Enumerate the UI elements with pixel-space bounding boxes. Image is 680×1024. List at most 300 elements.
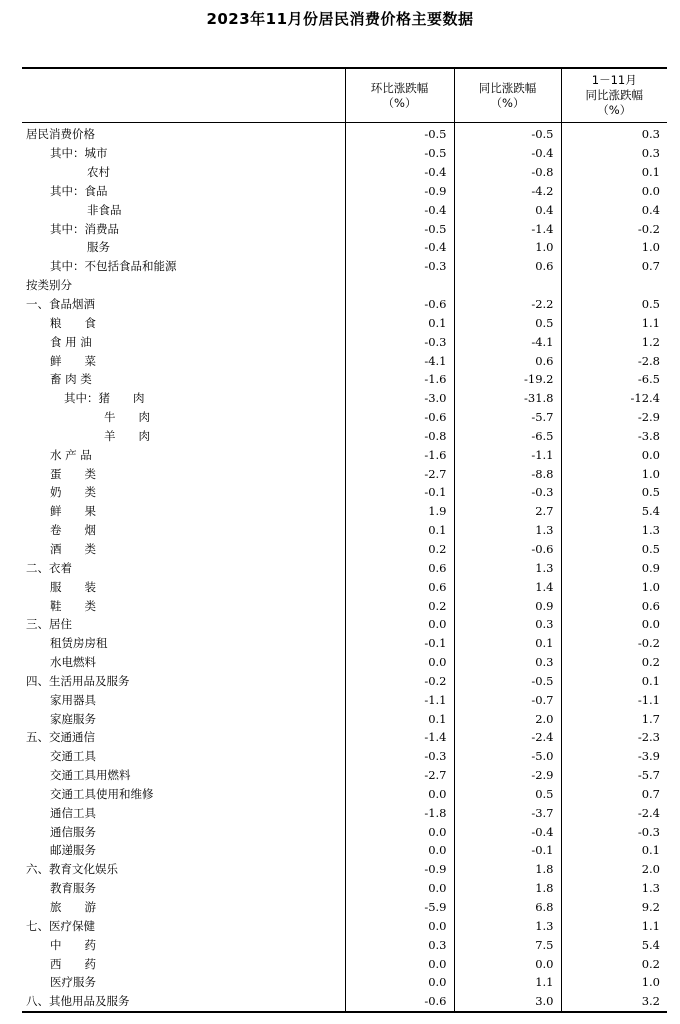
row-prefix: 其中： — [50, 183, 85, 198]
mom-value: -0.4 — [345, 238, 454, 257]
row-label-cell — [22, 540, 345, 559]
row-label-cell — [22, 351, 345, 370]
yoy-value: -0.8 — [454, 163, 561, 182]
mom-value: 0.2 — [345, 596, 454, 615]
yoy-value: -6.5 — [454, 427, 561, 446]
yoy-value: -2.4 — [454, 728, 561, 747]
table-row — [22, 182, 667, 201]
ytd-yoy-value: -1.1 — [561, 690, 667, 709]
page-title: 2023年11月份居民消费价格主要数据 — [206, 10, 474, 28]
row-label: 四、生活用品及服务 — [26, 673, 130, 688]
mom-value: -5.9 — [345, 898, 454, 917]
yoy-value: 2.7 — [454, 502, 561, 521]
row-label-cell — [22, 935, 345, 954]
row-label-cell — [22, 200, 345, 219]
ytd-yoy-value: -0.3 — [561, 822, 667, 841]
row-label-cell — [22, 521, 345, 540]
header-label: 环比涨跌幅 — [370, 80, 429, 95]
ytd-yoy-value: 0.7 — [561, 257, 667, 276]
ytd-yoy-value: 0.3 — [561, 123, 667, 144]
mom-value: -1.8 — [345, 803, 454, 822]
row-label: 羊 肉 — [104, 428, 150, 443]
header-unit: （%） — [382, 95, 417, 110]
row-label-cell — [22, 182, 345, 201]
row-label-cell — [22, 992, 345, 1012]
row-label-cell — [22, 841, 345, 860]
yoy-value: 6.8 — [454, 898, 561, 917]
header-item-column — [22, 68, 345, 123]
row-label: 西 药 — [50, 956, 96, 971]
table-row — [22, 332, 667, 351]
row-label-cell — [22, 163, 345, 182]
mom-value: -0.4 — [345, 163, 454, 182]
row-label: 鲜 果 — [50, 504, 96, 519]
table-row — [22, 370, 667, 389]
row-label-cell — [22, 483, 345, 502]
table-row — [22, 257, 667, 276]
mom-value: -4.1 — [345, 351, 454, 370]
mom-value: -1.4 — [345, 728, 454, 747]
row-label: 教育服务 — [50, 881, 96, 896]
header-mom-change — [345, 68, 454, 123]
row-label-cell — [22, 954, 345, 973]
header-ytd-yoy-change — [561, 68, 667, 123]
header-yoy-change — [454, 68, 561, 123]
yoy-value: -0.3 — [454, 483, 561, 502]
row-label: 城市 — [84, 146, 108, 161]
table-row — [22, 408, 667, 427]
row-label-cell — [22, 822, 345, 841]
table-row — [22, 313, 667, 332]
row-label-cell — [22, 445, 345, 464]
mom-value: -0.1 — [345, 634, 454, 653]
mom-value: -0.3 — [345, 747, 454, 766]
yoy-value: -1.4 — [454, 219, 561, 238]
header-label: 同比涨跌幅 — [585, 88, 643, 102]
yoy-value: -0.7 — [454, 690, 561, 709]
table-row — [22, 709, 667, 728]
row-label-cell — [22, 879, 345, 898]
table-row — [22, 671, 667, 690]
row-label-cell — [22, 596, 345, 615]
ytd-yoy-value: 1.0 — [561, 464, 667, 483]
table-row — [22, 445, 667, 464]
row-label-cell — [22, 577, 345, 596]
table-row — [22, 427, 667, 446]
row-label: 服务 — [87, 240, 110, 255]
mom-value: -2.7 — [345, 464, 454, 483]
ytd-yoy-value: 1.0 — [561, 577, 667, 596]
row-label: 食品 — [84, 183, 108, 198]
mom-value: -0.9 — [345, 860, 454, 879]
table-row — [22, 238, 667, 257]
mom-value: 0.0 — [345, 954, 454, 973]
mom-value: -0.5 — [345, 123, 454, 144]
row-label-cell — [22, 690, 345, 709]
mom-value: -0.5 — [345, 219, 454, 238]
row-label: 一、食品烟酒 — [26, 297, 95, 312]
ytd-yoy-value: 5.4 — [561, 502, 667, 521]
mom-value: -0.5 — [345, 144, 454, 163]
row-label: 居民消费价格 — [26, 127, 95, 142]
mom-value: 0.6 — [345, 577, 454, 596]
row-label-cell — [22, 276, 345, 295]
table-row — [22, 634, 667, 653]
mom-value: 0.1 — [345, 521, 454, 540]
ytd-yoy-value: 0.3 — [561, 144, 667, 163]
row-label-cell — [22, 502, 345, 521]
row-label-cell — [22, 916, 345, 935]
row-label-cell — [22, 257, 345, 276]
yoy-value: -8.8 — [454, 464, 561, 483]
row-label-cell — [22, 615, 345, 634]
mom-value: -0.8 — [345, 427, 454, 446]
yoy-value: 0.3 — [454, 615, 561, 634]
row-label-cell — [22, 123, 345, 144]
yoy-value: 3.0 — [454, 992, 561, 1012]
row-label-cell — [22, 653, 345, 672]
table-row — [22, 973, 667, 992]
ytd-yoy-value: 1.1 — [561, 313, 667, 332]
table-row — [22, 219, 667, 238]
row-label: 畜 肉 类 — [50, 372, 92, 387]
ytd-yoy-value: 0.9 — [561, 558, 667, 577]
table-row — [22, 615, 667, 634]
ytd-yoy-value: 0.0 — [561, 445, 667, 464]
row-label: 中 药 — [50, 937, 96, 952]
yoy-value: 0.1 — [454, 634, 561, 653]
mom-value — [345, 276, 454, 295]
table-row — [22, 295, 667, 314]
row-label-cell — [22, 634, 345, 653]
row-label: 水 产 品 — [50, 447, 92, 462]
row-label-cell — [22, 973, 345, 992]
header-period: 1－11月 — [591, 73, 637, 87]
mom-value: 0.0 — [345, 841, 454, 860]
row-label: 水电燃料 — [50, 655, 96, 670]
yoy-value: -19.2 — [454, 370, 561, 389]
table-row — [22, 690, 667, 709]
row-label-cell — [22, 558, 345, 577]
row-label-cell — [22, 238, 345, 257]
ytd-yoy-value: -0.2 — [561, 634, 667, 653]
row-label: 旅 游 — [50, 900, 96, 915]
row-label: 非食品 — [87, 202, 122, 217]
yoy-value: -0.4 — [454, 822, 561, 841]
mom-value: 0.1 — [345, 709, 454, 728]
mom-value: -0.3 — [345, 332, 454, 351]
row-label-cell — [22, 803, 345, 822]
table-row — [22, 822, 667, 841]
ytd-yoy-value: -12.4 — [561, 389, 667, 408]
yoy-value: 0.6 — [454, 351, 561, 370]
row-label: 交通工具使用和维修 — [50, 786, 154, 801]
row-label: 邮递服务 — [50, 843, 96, 858]
ytd-yoy-value: -0.2 — [561, 219, 667, 238]
row-label: 消费品 — [84, 221, 119, 236]
yoy-value: -5.7 — [454, 408, 561, 427]
table-header-row — [22, 68, 667, 123]
row-label: 猪 肉 — [98, 391, 145, 406]
table-row — [22, 540, 667, 559]
ytd-yoy-value: 0.0 — [561, 615, 667, 634]
table-row — [22, 389, 667, 408]
yoy-value: -31.8 — [454, 389, 561, 408]
row-label-cell — [22, 671, 345, 690]
table-row — [22, 200, 667, 219]
mom-value: -2.7 — [345, 766, 454, 785]
row-label: 二、衣着 — [26, 560, 72, 575]
table-row — [22, 276, 667, 295]
ytd-yoy-value: 0.5 — [561, 295, 667, 314]
table-row — [22, 123, 667, 144]
ytd-yoy-value: 0.1 — [561, 841, 667, 860]
table-row — [22, 483, 667, 502]
ytd-yoy-value: 0.4 — [561, 200, 667, 219]
ytd-yoy-value: 1.1 — [561, 916, 667, 935]
ytd-yoy-value — [561, 276, 667, 295]
row-label: 三、居住 — [26, 617, 72, 632]
yoy-value: -1.1 — [454, 445, 561, 464]
row-prefix: 其中： — [50, 146, 85, 161]
yoy-value: -2.9 — [454, 766, 561, 785]
row-label: 按类别分 — [26, 278, 72, 293]
yoy-value: 1.3 — [454, 521, 561, 540]
ytd-yoy-value: 0.5 — [561, 483, 667, 502]
yoy-value: 1.0 — [454, 238, 561, 257]
cpi-data-table — [22, 67, 667, 1013]
mom-value: -0.3 — [345, 257, 454, 276]
ytd-yoy-value: 3.2 — [561, 992, 667, 1012]
header-unit: （%） — [597, 103, 632, 117]
table-body — [22, 123, 667, 1012]
row-label-cell — [22, 785, 345, 804]
ytd-yoy-value: -2.3 — [561, 728, 667, 747]
ytd-yoy-value: 0.5 — [561, 540, 667, 559]
yoy-value: -4.1 — [454, 332, 561, 351]
table-row — [22, 803, 667, 822]
yoy-value: 1.8 — [454, 879, 561, 898]
yoy-value: 7.5 — [454, 935, 561, 954]
row-label-cell — [22, 332, 345, 351]
table-row — [22, 728, 667, 747]
ytd-yoy-value: 1.0 — [561, 973, 667, 992]
yoy-value: -3.7 — [454, 803, 561, 822]
ytd-yoy-value: -6.5 — [561, 370, 667, 389]
ytd-yoy-value: 0.1 — [561, 163, 667, 182]
yoy-value: 1.3 — [454, 916, 561, 935]
yoy-value: 0.3 — [454, 653, 561, 672]
yoy-value: 2.0 — [454, 709, 561, 728]
mom-value: -1.1 — [345, 690, 454, 709]
table-row — [22, 992, 667, 1012]
row-label: 蛋 类 — [50, 466, 96, 481]
row-label: 租赁房房租 — [50, 636, 108, 651]
mom-value: -0.2 — [345, 671, 454, 690]
row-label: 服 装 — [50, 579, 96, 594]
row-label: 六、教育文化娱乐 — [26, 862, 118, 877]
ytd-yoy-value: 1.0 — [561, 238, 667, 257]
ytd-yoy-value: 0.2 — [561, 653, 667, 672]
row-label-cell — [22, 709, 345, 728]
table-row — [22, 144, 667, 163]
row-label: 七、医疗保健 — [26, 918, 95, 933]
mom-value: -0.6 — [345, 992, 454, 1012]
row-label: 八、其他用品及服务 — [26, 994, 130, 1009]
yoy-value: -0.5 — [454, 123, 561, 144]
ytd-yoy-value: -2.4 — [561, 803, 667, 822]
yoy-value: 0.5 — [454, 313, 561, 332]
ytd-yoy-value: 2.0 — [561, 860, 667, 879]
mom-value: -0.4 — [345, 200, 454, 219]
ytd-yoy-value: -2.9 — [561, 408, 667, 427]
table-row — [22, 879, 667, 898]
yoy-value: -0.5 — [454, 671, 561, 690]
table-row — [22, 916, 667, 935]
yoy-value: -2.2 — [454, 295, 561, 314]
row-label-cell — [22, 219, 345, 238]
table-row — [22, 596, 667, 615]
table-row — [22, 766, 667, 785]
yoy-value — [454, 276, 561, 295]
row-label-cell — [22, 898, 345, 917]
ytd-yoy-value: 0.6 — [561, 596, 667, 615]
row-label: 通信服务 — [50, 824, 96, 839]
mom-value: -0.6 — [345, 408, 454, 427]
table-row — [22, 558, 667, 577]
row-label: 鞋 类 — [50, 598, 96, 613]
yoy-value: 1.3 — [454, 558, 561, 577]
table-row — [22, 898, 667, 917]
row-label: 奶 类 — [50, 485, 96, 500]
row-label: 交通工具用燃料 — [50, 768, 131, 783]
mom-value: 0.1 — [345, 313, 454, 332]
mom-value: 0.6 — [345, 558, 454, 577]
row-label: 卷 烟 — [50, 523, 96, 538]
ytd-yoy-value: 0.1 — [561, 671, 667, 690]
row-label: 不包括食品和能源 — [84, 259, 177, 274]
row-label: 酒 类 — [50, 541, 96, 556]
table-row — [22, 653, 667, 672]
row-label: 通信工具 — [50, 805, 96, 820]
yoy-value: -0.4 — [454, 144, 561, 163]
row-label-cell — [22, 728, 345, 747]
mom-value: 1.9 — [345, 502, 454, 521]
yoy-value: -0.6 — [454, 540, 561, 559]
yoy-value: 1.1 — [454, 973, 561, 992]
row-prefix: 其中： — [64, 391, 99, 406]
row-label: 家庭服务 — [50, 711, 96, 726]
ytd-yoy-value: 0.2 — [561, 954, 667, 973]
mom-value: 0.0 — [345, 785, 454, 804]
table-row — [22, 163, 667, 182]
mom-value: 0.0 — [345, 879, 454, 898]
mom-value: 0.0 — [345, 822, 454, 841]
mom-value: -0.9 — [345, 182, 454, 201]
yoy-value: 0.6 — [454, 257, 561, 276]
ytd-yoy-value: -3.8 — [561, 427, 667, 446]
ytd-yoy-value: -5.7 — [561, 766, 667, 785]
row-label-cell — [22, 408, 345, 427]
row-label-cell — [22, 766, 345, 785]
yoy-value: 0.0 — [454, 954, 561, 973]
ytd-yoy-value: 1.2 — [561, 332, 667, 351]
row-label-cell — [22, 370, 345, 389]
row-label-cell — [22, 389, 345, 408]
row-label: 五、交通通信 — [26, 730, 95, 745]
table-row — [22, 521, 667, 540]
row-label: 交通工具 — [50, 749, 96, 764]
ytd-yoy-value: 0.0 — [561, 182, 667, 201]
row-label: 医疗服务 — [50, 975, 96, 990]
row-label: 食 用 油 — [50, 334, 92, 349]
row-label: 农村 — [87, 165, 110, 180]
header-unit: （%） — [490, 95, 525, 110]
mom-value: -3.0 — [345, 389, 454, 408]
table-row — [22, 747, 667, 766]
yoy-value: 0.9 — [454, 596, 561, 615]
row-label: 粮 食 — [50, 315, 96, 330]
row-label-cell — [22, 747, 345, 766]
ytd-yoy-value: 0.7 — [561, 785, 667, 804]
row-label: 家用器具 — [50, 692, 96, 707]
yoy-value: 0.4 — [454, 200, 561, 219]
row-label-cell — [22, 464, 345, 483]
row-label-cell — [22, 313, 345, 332]
ytd-yoy-value: -2.8 — [561, 351, 667, 370]
table-row — [22, 351, 667, 370]
table-row — [22, 785, 667, 804]
mom-value: -0.1 — [345, 483, 454, 502]
yoy-value: 1.4 — [454, 577, 561, 596]
ytd-yoy-value: 9.2 — [561, 898, 667, 917]
row-label: 牛 肉 — [104, 410, 150, 425]
table-row — [22, 935, 667, 954]
table-row — [22, 464, 667, 483]
mom-value: 0.3 — [345, 935, 454, 954]
mom-value: 0.2 — [345, 540, 454, 559]
yoy-value: -4.2 — [454, 182, 561, 201]
row-label-cell — [22, 144, 345, 163]
yoy-value: 1.8 — [454, 860, 561, 879]
table-row — [22, 841, 667, 860]
mom-value: -1.6 — [345, 370, 454, 389]
row-label-cell — [22, 295, 345, 314]
mom-value: 0.0 — [345, 653, 454, 672]
mom-value: 0.0 — [345, 973, 454, 992]
yoy-value: -5.0 — [454, 747, 561, 766]
table-row — [22, 860, 667, 879]
ytd-yoy-value: 1.7 — [561, 709, 667, 728]
row-prefix: 其中： — [50, 221, 85, 236]
ytd-yoy-value: 1.3 — [561, 521, 667, 540]
ytd-yoy-value: 5.4 — [561, 935, 667, 954]
table-row — [22, 502, 667, 521]
yoy-value: -0.1 — [454, 841, 561, 860]
mom-value: -1.6 — [345, 445, 454, 464]
ytd-yoy-value: 1.3 — [561, 879, 667, 898]
ytd-yoy-value: -3.9 — [561, 747, 667, 766]
mom-value: -0.6 — [345, 295, 454, 314]
row-label: 鲜 菜 — [50, 353, 96, 368]
row-label-cell — [22, 427, 345, 446]
header-label: 同比涨跌幅 — [478, 80, 537, 95]
row-prefix: 其中： — [50, 259, 85, 274]
mom-value: 0.0 — [345, 615, 454, 634]
mom-value: 0.0 — [345, 916, 454, 935]
table-row — [22, 954, 667, 973]
row-label-cell — [22, 860, 345, 879]
